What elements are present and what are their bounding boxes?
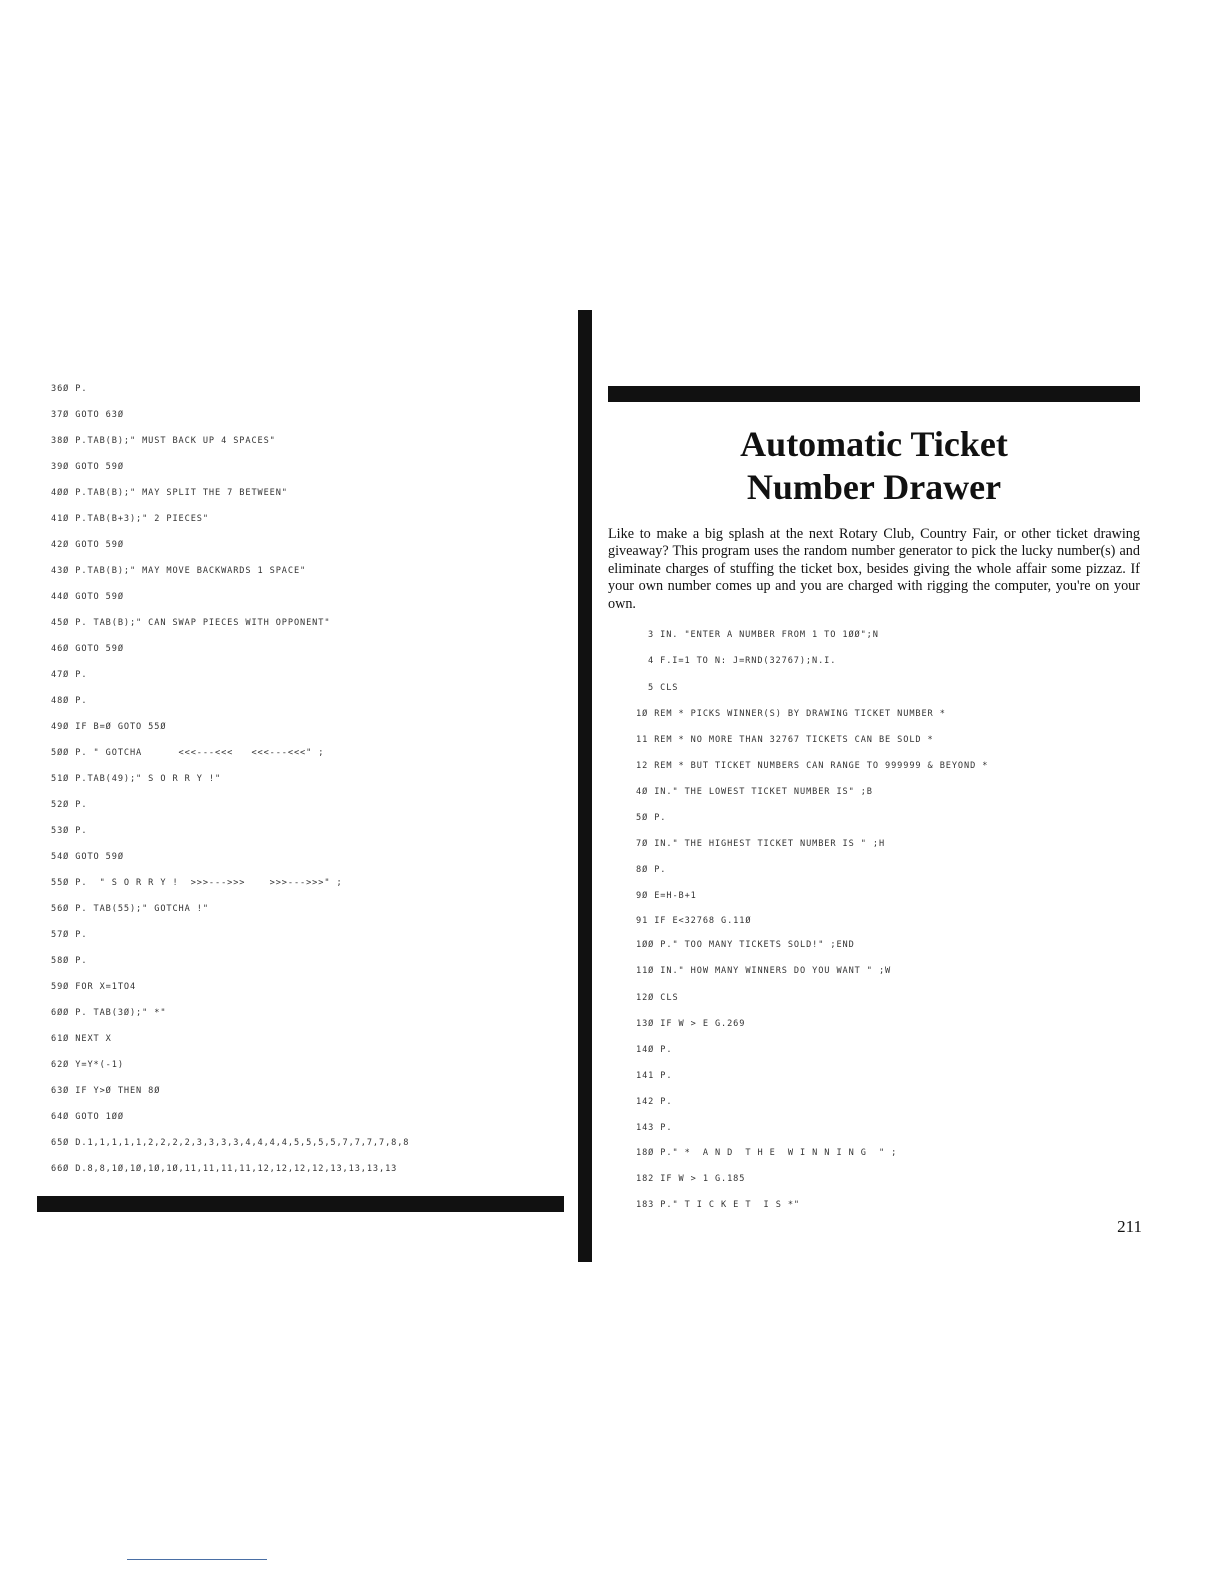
code-line: 44Ø GOTO 59Ø: [51, 592, 124, 602]
code-line: 11Ø IN." HOW MANY WINNERS DO YOU WANT " ;W: [636, 966, 892, 976]
code-line: 51Ø P.TAB(49);" S O R R Y !": [51, 774, 222, 784]
code-line: 37Ø GOTO 63Ø: [51, 410, 124, 420]
code-line: 5 CLS: [648, 683, 679, 693]
code-line: 55Ø P. " S O R R Y ! >>>--->>> >>>--->>>" ;: [51, 878, 343, 888]
code-line: 41Ø P.TAB(B+3);" 2 PIECES": [51, 514, 209, 524]
code-line: 49Ø IF B=Ø GOTO 55Ø: [51, 722, 167, 732]
code-line: 53Ø P.: [51, 826, 88, 836]
footer-rule: [127, 1559, 267, 1560]
code-line: 45Ø P. TAB(B);" CAN SWAP PIECES WITH OPPONENT": [51, 618, 331, 628]
code-line: 59Ø FOR X=1TO4: [51, 982, 137, 992]
center-vertical-bar: [578, 310, 592, 1262]
code-line: 8Ø P.: [636, 865, 667, 875]
code-line: 141 P.: [636, 1071, 673, 1081]
code-line: 66Ø D.8,8,1Ø,1Ø,1Ø,1Ø,11,11,11,11,12,12,12,12,13,13,13,13: [51, 1164, 398, 1174]
code-line: 56Ø P. TAB(55);" GOTCHA !": [51, 904, 209, 914]
code-line: 5ØØ P. " GOTCHA <<<---<<< <<<---<<<" ;: [51, 748, 325, 758]
code-line: 7Ø IN." THE HIGHEST TICKET NUMBER IS " ;H: [636, 839, 886, 849]
intro-paragraph: Like to make a big splash at the next Rotary Club, Country Fair, or other ticket drawing giveaway? This program uses the random number generator to pick the lucky number(s) and eliminate charges of stuffing the ticket box, besides giving the whole affair some pizzaz. If your own number comes up and you are charged with rigging the computer, you're on your own.: [608, 526, 1140, 612]
code-line: 42Ø GOTO 59Ø: [51, 540, 124, 550]
code-line: 57Ø P.: [51, 930, 88, 940]
code-line: 39Ø GOTO 59Ø: [51, 462, 124, 472]
code-line: 183 P." T I C K E T I S *": [636, 1200, 800, 1210]
code-line: 54Ø GOTO 59Ø: [51, 852, 124, 862]
code-line: 9Ø E=H-B+1: [636, 891, 697, 901]
code-line: 12Ø CLS: [636, 993, 679, 1003]
code-line: 4ØØ P.TAB(B);" MAY SPLIT THE 7 BETWEEN": [51, 488, 288, 498]
code-line: 43Ø P.TAB(B);" MAY MOVE BACKWARDS 1 SPACE": [51, 566, 307, 576]
right-top-bar: [608, 386, 1140, 402]
code-line: 4 F.I=1 TO N: J=RND(32767);N.I.: [648, 656, 837, 666]
code-line: 11 REM * NO MORE THAN 32767 TICKETS CAN BE SOLD *: [636, 735, 934, 745]
code-line: 61Ø NEXT X: [51, 1034, 112, 1044]
code-line: 47Ø P.: [51, 670, 88, 680]
code-line: 62Ø Y=Y*(-1): [51, 1060, 124, 1070]
code-line: 46Ø GOTO 59Ø: [51, 644, 124, 654]
code-line: 36Ø P.: [51, 384, 88, 394]
code-line: 38Ø P.TAB(B);" MUST BACK UP 4 SPACES": [51, 436, 276, 446]
code-line: 18Ø P." * A N D T H E W I N N I N G " ;: [636, 1148, 898, 1158]
code-line: 58Ø P.: [51, 956, 88, 966]
code-line: 3 IN. "ENTER A NUMBER FROM 1 TO 1ØØ";N: [648, 630, 879, 640]
code-line: 64Ø GOTO 1ØØ: [51, 1112, 124, 1122]
code-line: 65Ø D.1,1,1,1,1,2,2,2,2,3,3,3,3,4,4,4,4,5,5,5,5,7,7,7,7,8,8: [51, 1138, 410, 1148]
page-title-line-1: Automatic Ticket: [740, 424, 1008, 464]
left-bottom-bar: [37, 1196, 564, 1212]
code-line: 5Ø P.: [636, 813, 667, 823]
page-title-line-2: Number Drawer: [746, 467, 1002, 507]
code-line: 48Ø P.: [51, 696, 88, 706]
code-line: 13Ø IF W > E G.269: [636, 1019, 746, 1029]
code-line: 14Ø P.: [636, 1045, 673, 1055]
code-line: 143 P.: [636, 1123, 673, 1133]
code-line: 182 IF W > 1 G.185: [636, 1174, 746, 1184]
page-number: 211: [1117, 1217, 1142, 1236]
code-line: 91 IF E<32768 G.11Ø: [636, 916, 752, 926]
code-line: 1ØØ P." TOO MANY TICKETS SOLD!" ;END: [636, 940, 855, 950]
code-line: 12 REM * BUT TICKET NUMBERS CAN RANGE TO 999999 & BEYOND *: [636, 761, 989, 771]
code-line: 52Ø P.: [51, 800, 88, 810]
code-line: 63Ø IF Y>Ø THEN 8Ø: [51, 1086, 161, 1096]
code-line: 6ØØ P. TAB(3Ø);" *": [51, 1008, 167, 1018]
code-line: 4Ø IN." THE LOWEST TICKET NUMBER IS" ;B: [636, 787, 873, 797]
code-line: 1Ø REM * PICKS WINNER(S) BY DRAWING TICKET NUMBER *: [636, 709, 946, 719]
code-line: 142 P.: [636, 1097, 673, 1107]
